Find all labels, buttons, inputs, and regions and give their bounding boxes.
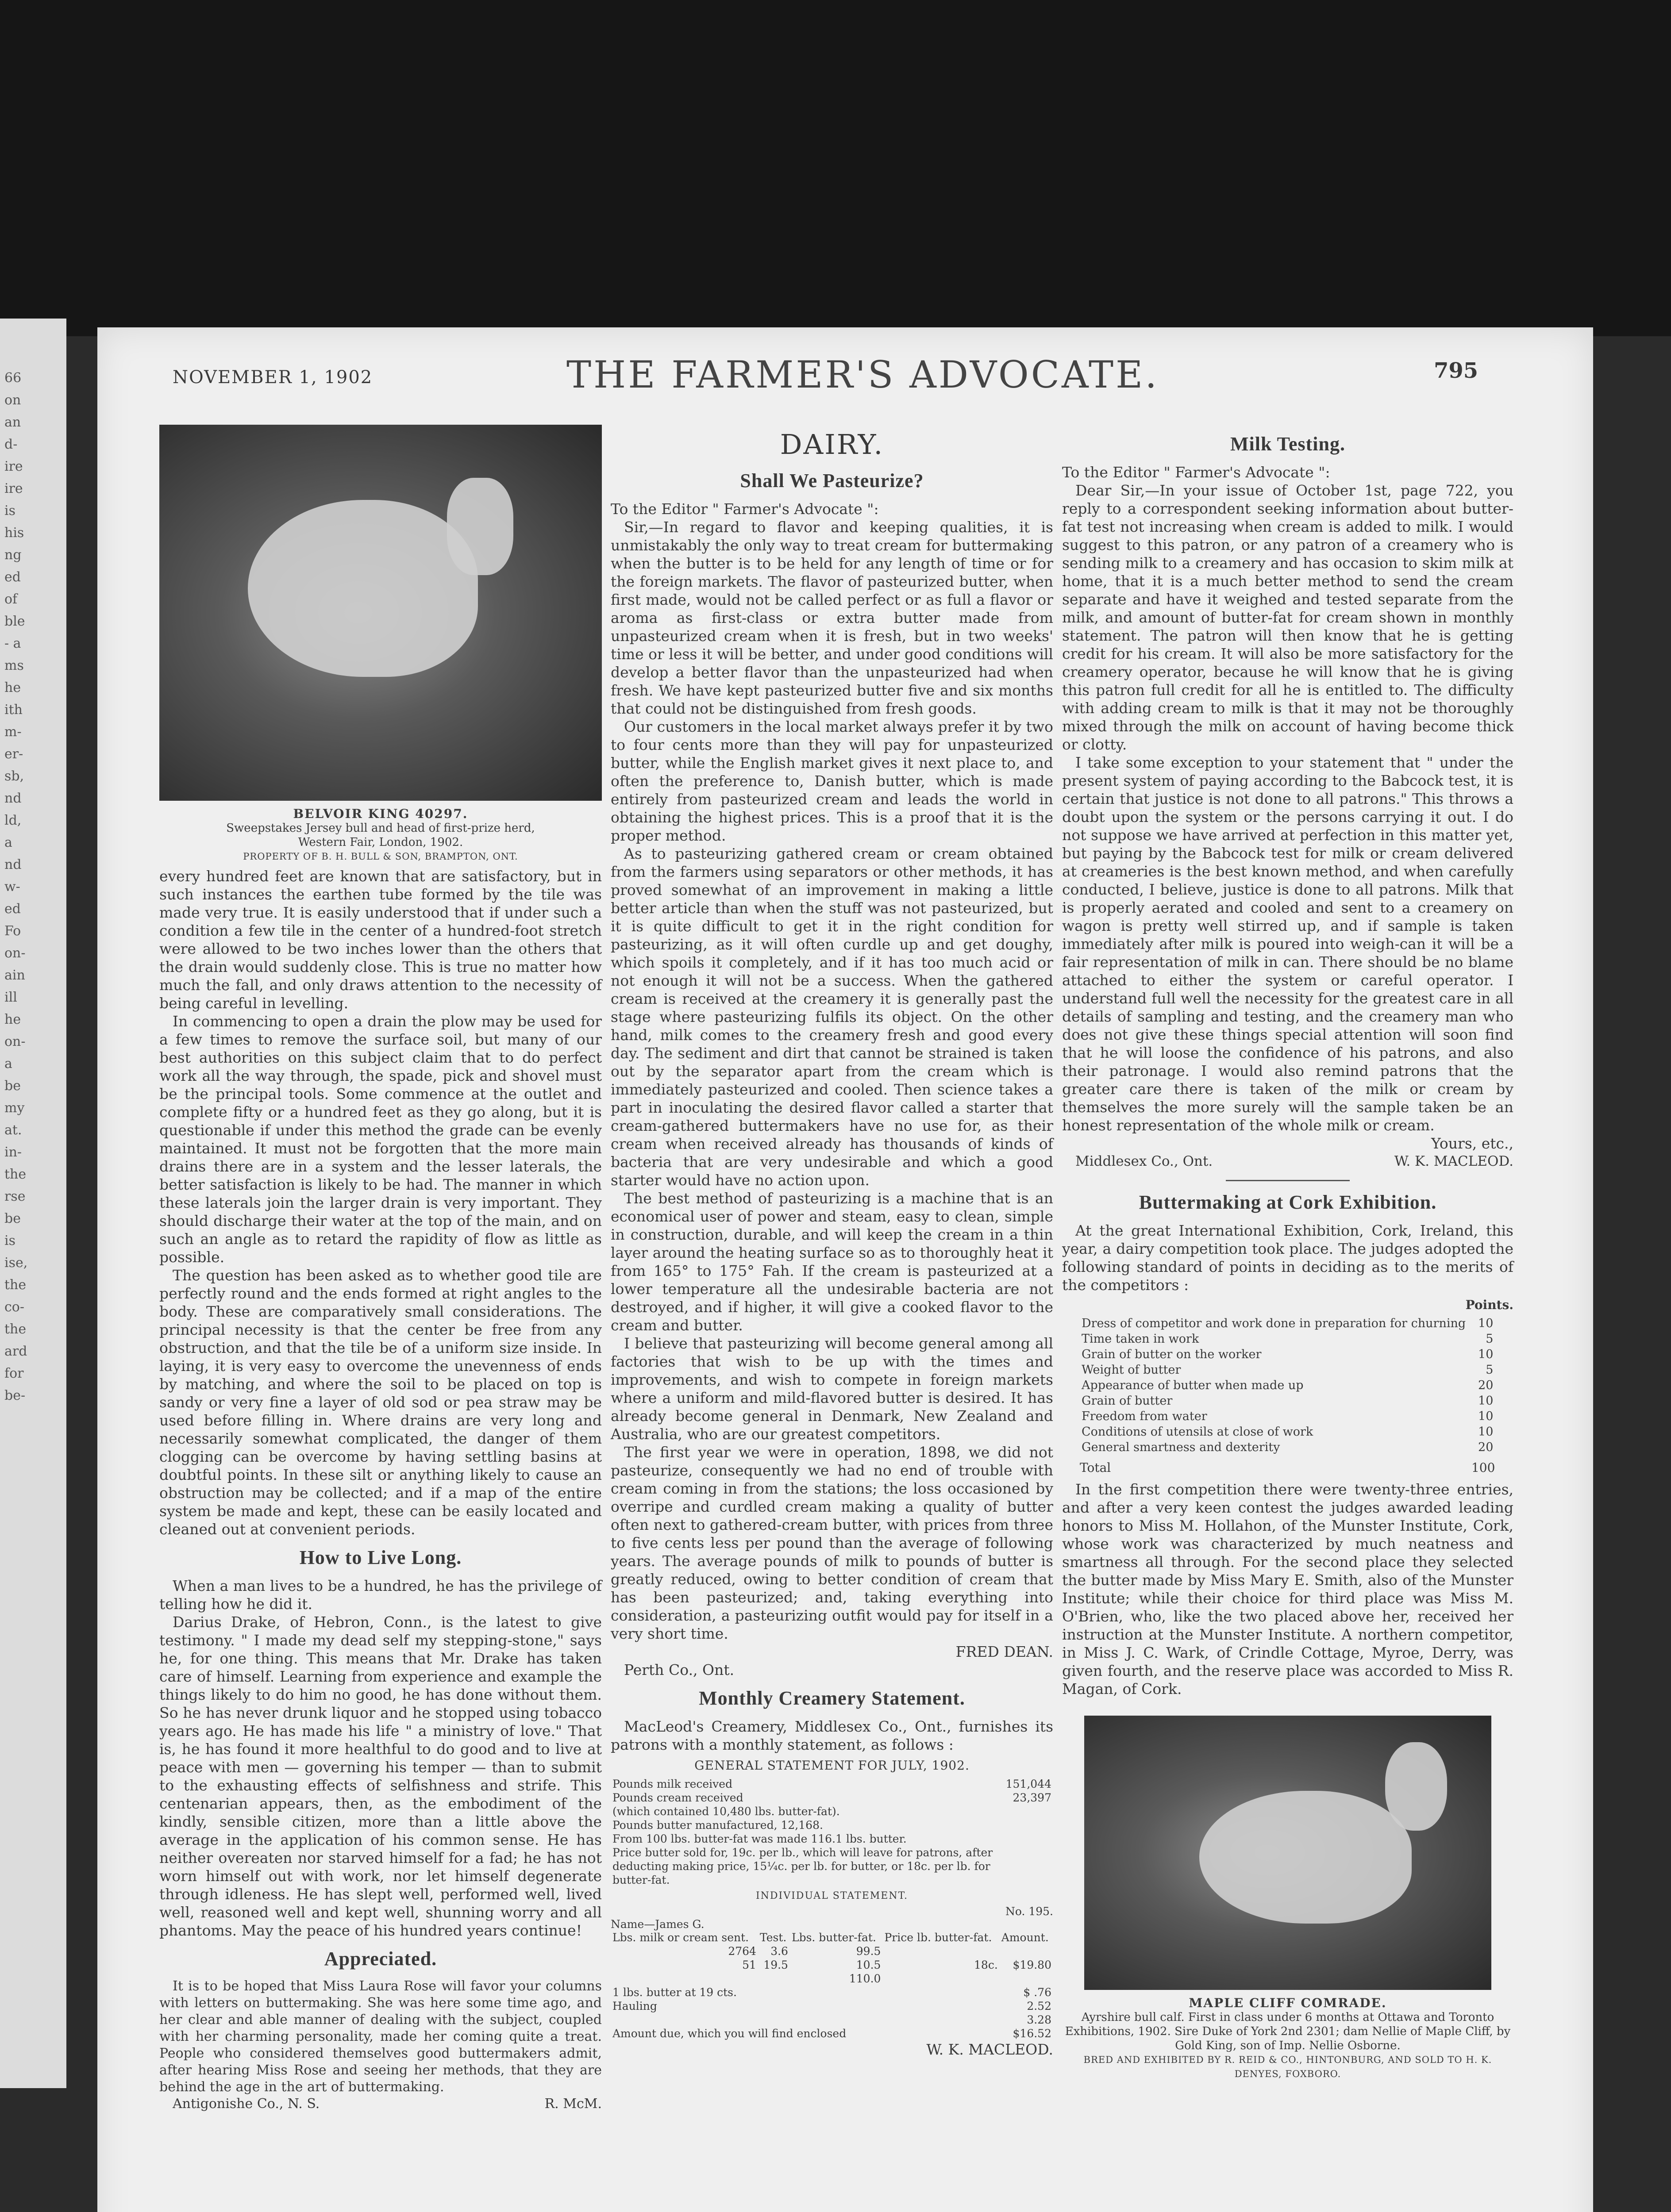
- statement-value: 151,044: [1005, 1778, 1051, 1790]
- pasteurize-paragraph: Sir,—In regard to flavor and keeping qualities, it is unmistakably the only way to treat cream for buttermaking when the butter is to be held for any length of time or for the foreign markets. The flavor of pasteurized butter, when first made, would not be called perfect or as full a flavor or aroma as first-class or extra butter made from unpasteurized cream when it is fresh, but in two weeks' time or less it will be better, and under good conditions will develop a better flavor than the unpasteurized had when fresh. We have kept pasteurized butter five and six months that could not be distinguished from fresh goods.: [611, 518, 1053, 717]
- individual-totals-table: [611, 1985, 1053, 2040]
- how-to-live-long-heading: How to Live Long.: [299, 1547, 462, 1568]
- margin-fragment: a: [4, 835, 12, 850]
- section-divider: [1226, 1180, 1350, 1181]
- statement-label: Pounds milk received: [612, 1778, 733, 1790]
- points-row: [1080, 1347, 1495, 1362]
- individual-cell: $19.80: [1013, 1959, 1051, 1971]
- margin-fragment: ire: [4, 459, 23, 474]
- points-row: [1080, 1316, 1495, 1331]
- individual-cell: [882, 1944, 999, 1958]
- margin-fragment: ble: [4, 614, 25, 629]
- individual-cell: 10.5: [856, 1959, 881, 1971]
- individual-statement-title: INDIVIDUAL STATEMENT.: [755, 1890, 909, 1901]
- individual-header: Lbs. butter-fat.: [791, 1931, 876, 1944]
- long-paragraph: When a man lives to be a hundred, he has the privilege of telling how he did it.: [159, 1577, 602, 1613]
- points-row: [1080, 1362, 1495, 1378]
- points-label: Dress of competitor and work done in preparation for churning: [1082, 1317, 1466, 1330]
- points-label: Time taken in work: [1082, 1332, 1199, 1346]
- points-total-label: Total: [1080, 1460, 1111, 1475]
- caption-owner: BRED AND EXHIBITED BY R. REID & CO., HINTONBURG, AND SOLD TO H. K. DENYES, FOXBORO.: [1083, 2055, 1492, 2079]
- milk-testing-heading: Milk Testing.: [1230, 433, 1345, 455]
- milk-signature: W. K. MACLEOD.: [1394, 1153, 1513, 1169]
- dairy-department-heading: DAIRY.: [780, 428, 884, 461]
- statement-label: (which contained 10,480 lbs. butter-fat).: [612, 1805, 840, 1818]
- pasteurize-paragraph: As to pasteurizing gathered cream or cream obtained from the farmers using separators or other methods, it has proved somewhat of an improvement in making a little better article than when the stuff was not pasteurized, but it is quite difficult to get it in the right condition for pasteurizing, as it will often curdle up and get doughy, which spoils it completely, and if it has too much acid or not enough it will not be a success. When the gathered cream is received at the creamery it is generally past the stage where pasteurizing fulfils its object. On the other hand, milk comes to the creamery fresh and good every day. The sediment and dirt that cannot be strained is taken out by the separator apart from the cream which is immediately pasteurized and cooled. Then science takes a part in inoculating the desired flavor called a starter that cream-gathered buttermakers have no use for, as their cream when received already has thousands of kinds of bacteria that are very undesirable and which a good starter would have no action upon.: [611, 845, 1053, 1189]
- margin-fragment: er-: [4, 746, 23, 762]
- drainage-paragraph: every hundred feet are known that are satisfactory, but in such instances the earthen tube formed by the tile was made very true. It is easily understood that if under such a condition a few tile in the center of a hundred-foot stretch were allowed to be two inches lower than the others that the drain would suddenly close. This is true no matter how much the fall, and only draws attention to the necessity of being careful in levelling.: [159, 868, 602, 1012]
- appreciated-signoff: [159, 2096, 602, 2112]
- appreciated-signature: R. McM.: [544, 2096, 602, 2112]
- individual-header: Amount.: [1001, 1931, 1049, 1944]
- appreciated-paragraph: It is to be hoped that Miss Laura Rose will favor your columns with letters on buttermaking. She was here some time ago, and her clear and able manner of dealing with the subject, coupled with her charming personality, made her coming quite a treat. People who considered themselves good buttermakers admit, after hearing Miss Rose and seeing her methods, that they are behind the age in the art of buttermaking.: [159, 1978, 602, 2095]
- column-right: [1062, 425, 1513, 2085]
- margin-fragment: rse: [4, 1189, 26, 1204]
- statement-row: [611, 1777, 1053, 1791]
- pasteurize-paragraph: I believe that pasteurizing will become general among all factories that wish to be up with the times and improvements, and wish to compete in foreign markets where a uniform and mild-flavored butter is desired. It has already become general in Denmark, New Zealand and Australia, who are our greatest competitors.: [611, 1335, 1053, 1443]
- general-statement-title: GENERAL STATEMENT FOR JULY, 1902.: [694, 1758, 970, 1773]
- maple-cliff-comrade-photo: [1084, 1716, 1491, 1990]
- statement-label: From 100 lbs. butter-fat was made 116.1 lbs. butter.: [612, 1832, 907, 1845]
- caption-line: Western Fair, London, 1902.: [298, 836, 463, 849]
- caption-line: Sweepstakes Jersey bull and head of first-prize herd,: [226, 822, 535, 835]
- masthead-title: THE FARMER'S ADVOCATE.: [566, 353, 1159, 396]
- statement-label: Price butter sold for, 19c. per lb., which will leave for patrons, after deducting making price, 15¼c. per lb. for butter, or 18c. per lb. for butter-fat.: [612, 1846, 993, 1886]
- appreciated-place: Antigonishe Co., N. S.: [173, 2096, 320, 2112]
- margin-fragment: ng: [4, 547, 22, 563]
- column-center: [611, 425, 1053, 2058]
- pasteurize-heading: Shall We Pasteurize?: [740, 470, 924, 492]
- issue-date: NOVEMBER 1, 1902: [173, 367, 373, 388]
- page-header: [97, 327, 1593, 396]
- milk-yours: Yours, etc.,: [1431, 1135, 1513, 1152]
- margin-fragment: - a: [4, 636, 21, 651]
- column-left: [159, 425, 602, 2112]
- margin-fragment: he: [4, 680, 21, 695]
- statement-row: [611, 1805, 1053, 1818]
- individual-statement-table: [611, 1931, 1053, 1985]
- pasteurize-paragraph: The first year we were in operation, 1898, we did not pasteurize, consequently we had no end of trouble with cream coming in from the stations; the loss occasioned by overripe and curdled cream making a quality of butter often next to gathered-cream butter, with prices from three to five cents less per pound than the average of following years. The average pounds of milk to pounds of butter is greatly reduced, owing to better condition of cream that has been pasteurized; and, taking everything into consideration, a pasteurizing outfit would pay for itself in a very short time.: [611, 1444, 1053, 1642]
- cork-intro: At the great International Exhibition, Cork, Ireland, this year, a dairy competition took place. The judges adopted the following standard of points in deciding as to the merits of the competitors :: [1062, 1222, 1513, 1294]
- calf-head: [1385, 1742, 1447, 1831]
- margin-fragment: 66: [4, 370, 22, 386]
- margin-fragment: is: [4, 1233, 15, 1248]
- individual-cell: [1000, 1944, 1053, 1958]
- points-label: Grain of butter on the worker: [1082, 1348, 1262, 1361]
- individual-cell: 19.5: [763, 1959, 788, 1971]
- statement-label: Pounds cream received: [612, 1791, 743, 1804]
- monthly-statement-heading: Monthly Creamery Statement.: [699, 1687, 965, 1709]
- points-value: 10: [1478, 1394, 1494, 1408]
- points-row: [1080, 1409, 1495, 1424]
- margin-fragment: ard: [4, 1344, 27, 1359]
- individual-total-label: Amount due, which you will find enclosed: [612, 2027, 847, 2040]
- pasteurize-paragraph: Our customers in the local market always prefer it by two to four cents more than they will pay for unpasteurized butter, while the English market gives it next place to, and often the preference to, Danish butter, which is made entirely from pasteurized cream and leads the world in obtaining the highest prices. This is a proof that it is the proper method.: [611, 718, 1053, 844]
- individual-header: Test.: [759, 1931, 787, 1944]
- margin-fragment: w-: [4, 879, 20, 895]
- points-value: 10: [1478, 1409, 1494, 1423]
- milk-signoff: [1062, 1152, 1513, 1170]
- points-row: [1080, 1378, 1495, 1393]
- margin-fragment: ire: [4, 481, 23, 496]
- points-header: Points.: [1465, 1298, 1513, 1312]
- bull-figure: [248, 500, 478, 677]
- points-value: 5: [1486, 1332, 1494, 1346]
- individual-total-label: [611, 2013, 986, 2027]
- individual-cell: 18c.: [974, 1959, 998, 1971]
- margin-fragment: be: [4, 1078, 21, 1094]
- margin-fragment: his: [4, 525, 24, 541]
- points-value: 10: [1478, 1317, 1494, 1330]
- points-total-value: 100: [1471, 1460, 1495, 1475]
- monthly-signature: W. K. MACLEOD.: [926, 2041, 1053, 2058]
- margin-fragment: of: [4, 591, 18, 607]
- milk-paragraph: I take some exception to your statement that " under the present system of paying according to the Babcock test, it is certain that justice is not done to all patrons." This throws a doubt upon the system or the persons carrying it out. I do not suppose we have arrived at perfection in this matter yet, but paying by the Babcock test for milk or cream delivered at creameries is the best known method, and when carefully conducted, I believe, justice is done to all patrons. Milk that is properly aerated and cooled and sent to a creamery on wagon is pretty well stirred up, and if sample is taken immediately after milk is poured into weigh-can it will be a fair representation of milk in can. There should be no blame attached to either the system or careful operator. I understand full well the necessity for the greatest care in all details of sampling and testing, and the creamery man who does not give these things special attention will soon find that he will loose the confidence of his patrons, and also their patronage. I would also remind patrons that the greater care there is taken of the milk or cream by themselves the more surely will the sample taken be an honest representation of the whole milk or cream.: [1062, 754, 1513, 1134]
- margin-fragment: ed: [4, 569, 21, 585]
- cork-exhibition-heading: Buttermaking at Cork Exhibition.: [1139, 1191, 1437, 1213]
- individual-number: No. 195.: [1005, 1905, 1053, 1918]
- margin-fragment: ld,: [4, 813, 22, 828]
- statement-value: [1004, 1846, 1053, 1887]
- individual-total-label: Hauling: [612, 2000, 657, 2012]
- margin-fragment: a: [4, 1056, 12, 1071]
- margin-fragment: be: [4, 1211, 21, 1226]
- milk-place: Middlesex Co., Ont.: [1075, 1153, 1213, 1169]
- margin-fragment: an: [4, 415, 21, 430]
- scan-background-top: [0, 0, 1671, 336]
- individual-row: [611, 1944, 1053, 1958]
- individual-cell: 3.6: [770, 1945, 788, 1958]
- individual-cell: [611, 1972, 758, 1985]
- points-label: Grain of butter: [1082, 1394, 1173, 1408]
- maple-cliff-caption: [1062, 1996, 1513, 2081]
- margin-fragment: nd: [4, 791, 22, 806]
- individual-cell: 51: [742, 1959, 756, 1971]
- margin-fragment: ms: [4, 658, 24, 673]
- individual-row: [611, 1958, 1053, 1972]
- caption-line: Ayrshire bull calf. First in class under 6 months at Ottawa and Toronto Exhibitions, 1902. Sire Duke of York 2nd 2301; dam Nellie of Maple Cliff, by Gold King, son of Imp. Nellie Osborne.: [1065, 2011, 1511, 2052]
- points-row: [1080, 1393, 1495, 1409]
- individual-header: Lbs. milk or cream sent.: [612, 1931, 749, 1944]
- newspaper-page: [97, 327, 1593, 2212]
- individual-total-row: [611, 2027, 1053, 2040]
- statement-row: [611, 1791, 1053, 1805]
- points-value: 20: [1478, 1440, 1494, 1454]
- pasteurize-signature: FRED DEAN.: [955, 1643, 1053, 1660]
- drainage-paragraph: The question has been asked as to whether good tile are perfectly round and the ends formed at right angles to the body. These are comparatively small considerations. The principal necessity is that the center be free from any obstruction, and that the tile be of a uniform size inside. In laying, it is very easy to overcome the unevenness of ends by matching, and where the soil to be placed on top is sandy or very fine a layer of old sod or pea straw may be used before filling in. Where drains are very long and necessarily somewhat complicated, the danger of them clogging can be overcome by having settling basins at doubtful points. In these silt or anything likely to cause an obstruction may be collected; and if a map of the entire system be made and kept, these can be easily located and cleaned out at convenient periods.: [159, 1267, 602, 1538]
- margin-fragment: my: [4, 1100, 25, 1116]
- points-row: [1080, 1424, 1495, 1440]
- statement-row: [611, 1846, 1053, 1887]
- caption-title: MAPLE CLIFF COMRADE.: [1189, 1996, 1387, 2010]
- statement-label: Pounds butter manufactured, 12,168.: [612, 1819, 823, 1832]
- margin-fragment: sb,: [4, 768, 24, 784]
- points-row: [1080, 1440, 1495, 1455]
- to-editor-line: To the Editor " Farmer's Advocate ":: [1062, 464, 1330, 481]
- margin-fragment: for: [4, 1366, 24, 1381]
- points-value: 20: [1478, 1379, 1494, 1392]
- monthly-intro: MacLeod's Creamery, Middlesex Co., Ont., furnishes its patrons with a monthly statement, as follows :: [611, 1718, 1053, 1753]
- caption-owner: PROPERTY OF B. H. BULL & SON, BRAMPTON, ONT.: [243, 851, 518, 862]
- individual-name: Name—James G.: [611, 1918, 705, 1931]
- margin-fragment: the: [4, 1167, 27, 1182]
- to-editor-line: To the Editor " Farmer's Advocate ":: [611, 500, 879, 518]
- individual-total-row: [611, 1999, 1053, 2013]
- belvoir-king-photo: [159, 425, 602, 801]
- page-number: 795: [1434, 358, 1478, 383]
- points-value: 5: [1486, 1363, 1494, 1377]
- points-row: [1080, 1331, 1495, 1347]
- individual-header: Price lb. butter-fat.: [884, 1931, 992, 1944]
- statement-value: [1004, 1818, 1053, 1832]
- points-table: [1080, 1316, 1495, 1455]
- margin-fragment: the: [4, 1321, 27, 1337]
- previous-page-margin: [0, 319, 66, 2088]
- individual-cell: 110.0: [849, 1972, 881, 1985]
- individual-cell: [1000, 1972, 1053, 1985]
- margin-fragment: ise,: [4, 1255, 28, 1271]
- individual-total-label: 1 lbs. butter at 19 cts.: [612, 1986, 737, 1999]
- individual-row: [611, 1972, 1053, 1985]
- margin-fragment: in-: [4, 1144, 22, 1160]
- margin-fragment: on: [4, 392, 21, 408]
- caption-title: BELVOIR KING 40297.: [293, 806, 468, 821]
- margin-fragment: at.: [4, 1122, 22, 1138]
- margin-fragment: ill: [4, 990, 17, 1005]
- margin-fragment: ain: [4, 968, 25, 983]
- points-label: Conditions of utensils at close of work: [1082, 1425, 1313, 1439]
- milk-paragraph: Dear Sir,—In your issue of October 1st, page 722, you reply to a correspondent seeking information about butter-fat test not increasing when cream is added to milk. I would suggest to this patron, or any patron of a creamery who is sending milk to a creamery and has occasion to skim milk at home, that it is a much better method to send the cream separate and have it weighed and tested separate from the milk, and amount of butter-fat for cream shown in monthly statement. The patron will then know that he is getting credit for his cream. It will also be more satisfactory for the creamery operator, because he will know that he is giving this patron full credit for all he is entitled to. The difficulty with adding cream to milk is that it may not be thoroughly mixed through the milk on account of having become thick or clotty.: [1062, 482, 1513, 753]
- individual-total-value: 2.52: [1027, 2000, 1051, 2012]
- general-statement-table: [611, 1777, 1053, 1887]
- cork-result: In the first competition there were twenty-three entries, and after a very keen contest the judges awarded leading honors to Miss M. Hollahon, of the Munster Institute, Cork, whose work was characterized by much neatness and smartness all through. For the second place they selected the butter made by Miss Mary E. Smith, also of the Munster Institute; while their choice for third place was Miss M. O'Brien, who, like the two placed above her, received her instruction at the Munster Institute. A northern competitor, in Miss J. C. Wark, of Crindle Cottage, Myroe, Derry, was given fourth, and the reserve place was accorded to Miss R. Magan, of Cork.: [1062, 1481, 1513, 1697]
- appreciated-heading: Appreciated.: [324, 1948, 437, 1970]
- margin-fragment: ed: [4, 901, 21, 917]
- points-label: Appearance of butter when made up: [1082, 1379, 1304, 1392]
- individual-total-value: $16.52: [1013, 2027, 1051, 2040]
- points-value: 10: [1478, 1348, 1494, 1361]
- calf-figure: [1199, 1791, 1412, 1924]
- margin-fragment: nd: [4, 857, 22, 872]
- statement-value: [1004, 1832, 1053, 1846]
- margin-fragment: Fo: [4, 923, 21, 939]
- points-value: 10: [1478, 1425, 1494, 1439]
- long-paragraph: Darius Drake, of Hebron, Conn., is the latest to give testimony. " I made my dead self my stepping-stone," says he, for one thing. This means that Mr. Drake has taken care of himself. Learning from experience and example the things likely to do him no good, he has done without them. So he has never drunk liquor and he stopped using tobacco years ago. He has made his life " a ministry of love." That is, he has found it more healthful to do good and to live at peace with men — governing his temper — than to submit to the exhausting effects of selfishness and strife. This centenarian appears, then, as the embodiment of the kindly, sensible citizen, more than a little above the average in the application of his common sense. He has neither overeaten nor starved himself for a fad; he has not worn himself out with work, nor let himself degenerate through idleness. He has slept well, performed well, lived well, reasoned well and kept well, shunning worry and all phantoms. May the peace of his hundred years continue!: [159, 1613, 602, 1939]
- drainage-paragraph: In commencing to open a drain the plow may be used for a few times to remove the surface soil, but many of our best authorities on this subject claim that to do perfect work all the way through, the spade, pick and shovel must be the principal tools. Some commence at the outlet and complete fifty or a hundred feet as they go along, but it is questionable if under this method the grade can be evenly maintained. It must not be forgotten that the more main drains there are in a system and the lesser laterals, the better satisfaction is likely to be had. The manner in which these laterals join the larger drain is very important. They should discharge their water at the top of the main, and on such an angle as to retard the rapidity of flow as little as possible.: [159, 1013, 602, 1266]
- belvoir-king-caption: [159, 807, 602, 864]
- pasteurize-paragraph: The best method of pasteurizing is a machine that is an economical user of power and steam, easy to clean, simple in construction, durable, and will keep the cream in a thin layer around the heating surface so as to thoroughly heat it from 165° to 175° Fah. If the cream is pasteurized at a lower temperature all the undesirable bacteria are not destroyed, and if higher, it will give a cooked flavor to the cream and butter.: [611, 1190, 1053, 1334]
- individual-total-value: $ .76: [1023, 1986, 1051, 1999]
- margin-fragment: d-: [4, 437, 18, 452]
- individual-cell: 99.5: [856, 1945, 881, 1958]
- statement-row: [611, 1832, 1053, 1846]
- points-label: Freedom from water: [1082, 1409, 1207, 1423]
- individual-cell: 2764: [728, 1945, 756, 1958]
- margin-fragment: m-: [4, 724, 22, 740]
- margin-fragment: ith: [4, 702, 23, 718]
- statement-value: 23,397: [1013, 1791, 1051, 1804]
- individual-cell: [882, 1972, 999, 1985]
- individual-cell: [758, 1972, 790, 1985]
- pasteurize-place: Perth Co., Ont.: [624, 1661, 735, 1678]
- points-label: General smartness and dexterity: [1082, 1440, 1280, 1454]
- individual-total-value: 3.28: [1027, 2013, 1051, 2026]
- margin-fragment: is: [4, 503, 15, 518]
- margin-fragment: he: [4, 1012, 21, 1027]
- points-total-row: [1080, 1460, 1495, 1475]
- individual-total-row: [611, 1985, 1053, 1999]
- margin-fragment: co-: [4, 1299, 24, 1315]
- margin-fragment: be-: [4, 1388, 26, 1403]
- margin-fragment: on-: [4, 1034, 26, 1049]
- points-label: Weight of butter: [1082, 1363, 1181, 1377]
- bull-head: [447, 478, 513, 575]
- statement-value: [1004, 1805, 1053, 1818]
- margin-fragment: on-: [4, 945, 26, 961]
- statement-row: [611, 1818, 1053, 1832]
- margin-fragment: the: [4, 1277, 27, 1293]
- individual-total-row: [611, 2013, 1053, 2027]
